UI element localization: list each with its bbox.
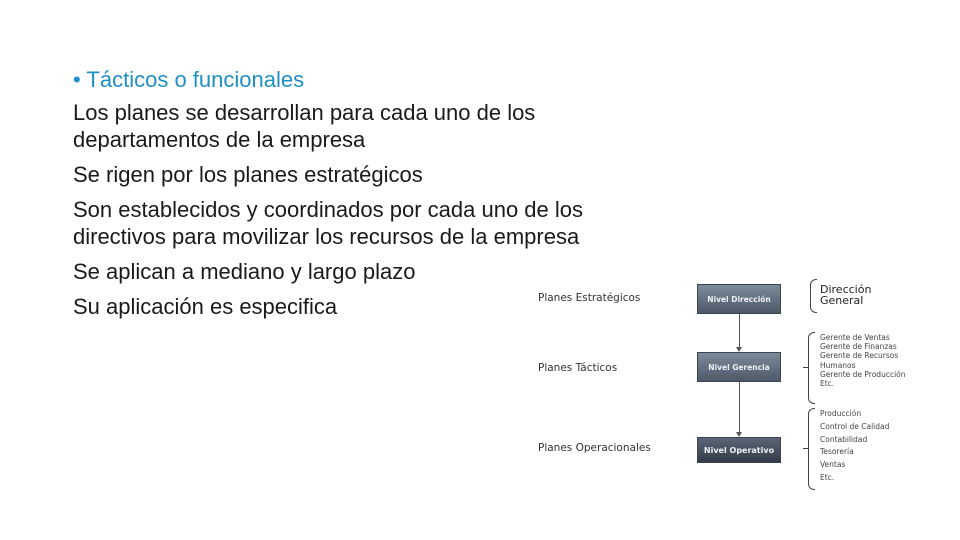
role-item: Etc.: [820, 472, 835, 482]
body-line-1: Los planes se desarrollan para cada uno de los departamentos de la empresa: [73, 100, 536, 152]
operational-roles-list: [820, 408, 889, 485]
role-item: Control de Calidad: [820, 421, 890, 431]
brace-direction: [810, 279, 817, 313]
level-box-direction: Nivel Dirección: [697, 284, 781, 314]
brace-operational: [808, 408, 815, 490]
role-item: Ventas: [820, 460, 846, 470]
role-item: Gerente de Finanzas: [820, 342, 897, 352]
role-item: Producción: [820, 409, 862, 418]
role-item: Tesorería: [820, 447, 854, 457]
arrow-down-icon: [736, 347, 742, 352]
plan-label-operational: Planes Operacionales: [538, 442, 651, 454]
section-heading: • Tácticos o funcionales: [73, 67, 305, 92]
body-line-3: Son establecidos y coordinados por cada uno de los directivos para movilizar los recursos de la empresa: [73, 197, 584, 249]
role-item: Contabilidad: [820, 434, 868, 444]
role-item: Etc.: [820, 379, 835, 389]
body-line-4: Se aplican a mediano y largo plazo: [73, 259, 416, 284]
plan-label-strategic: Planes Estratégicos: [538, 292, 641, 304]
role-item: Gerente de Ventas: [820, 333, 890, 342]
brace-tip: [803, 448, 808, 449]
body-line-2: Se rigen por los planes estratégicos: [73, 162, 423, 187]
role-top-direction: Dirección General: [820, 283, 872, 307]
tactical-roles-list: [820, 333, 910, 388]
role-item: Gerente de Producción: [820, 369, 906, 379]
brace-tactical: [808, 332, 815, 404]
level-box-operational: Nivel Operativo: [697, 437, 781, 463]
plan-label-tactical: Planes Tácticos: [538, 362, 618, 374]
arrow-down-icon: [736, 432, 742, 437]
role-item: Gerente de Recursos Humanos: [820, 351, 899, 370]
connector-line-2: [739, 382, 740, 432]
brace-tip: [803, 367, 808, 368]
level-box-management: Nivel Gerencia: [697, 352, 781, 382]
connector-line-1: [739, 314, 740, 347]
body-line-5: Su aplicación es especifica: [73, 294, 338, 319]
